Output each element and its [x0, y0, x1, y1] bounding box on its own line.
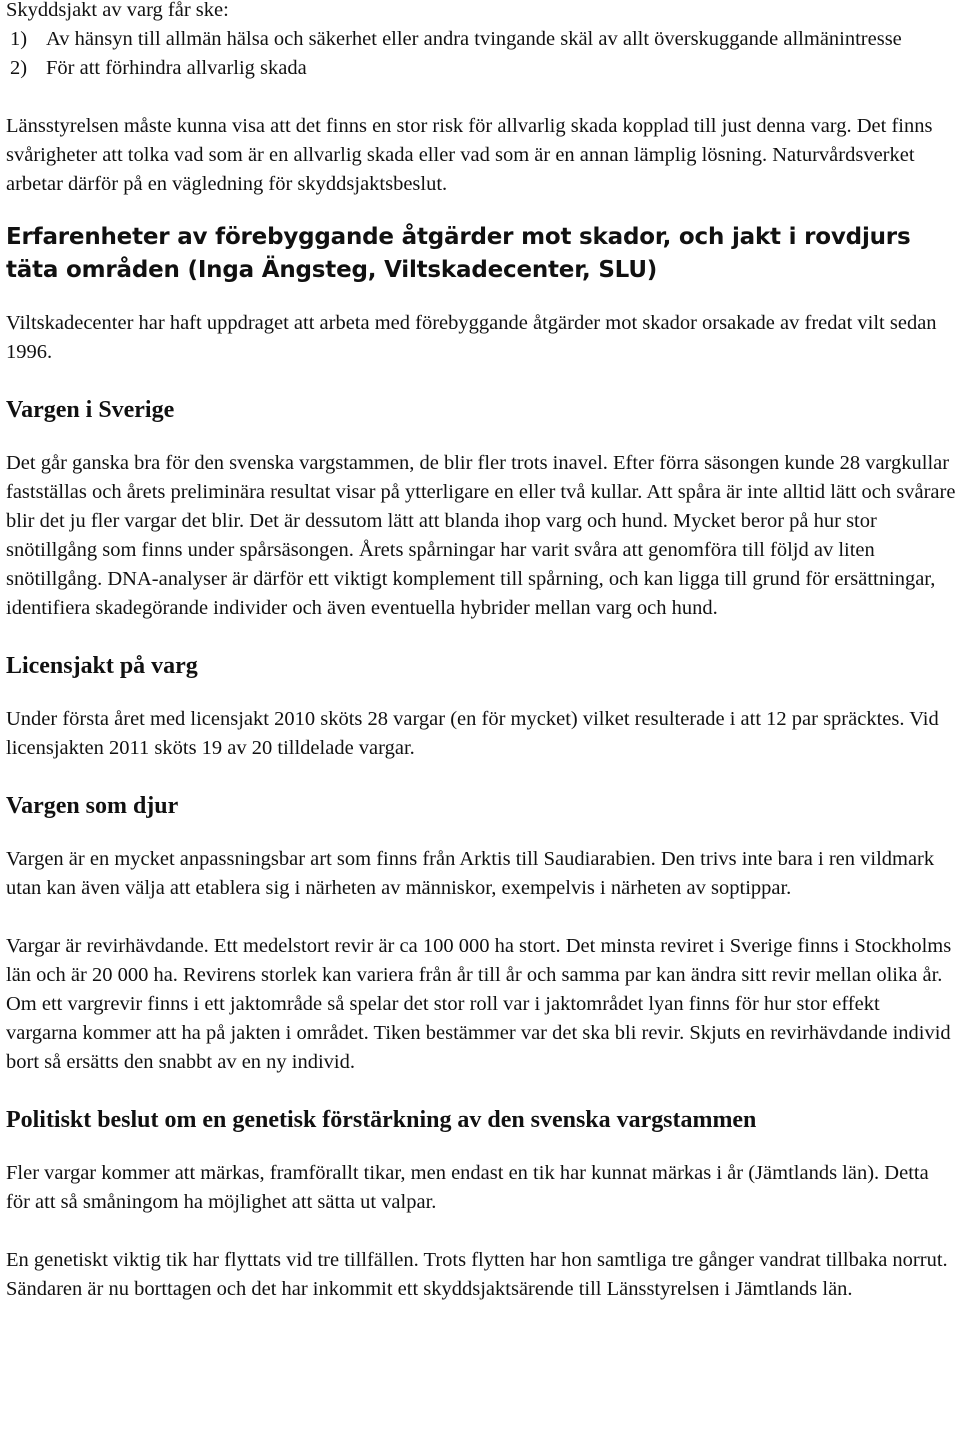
paragraph-politiskt-beslut-2: En genetiskt viktig tik har flyttats vid tre tillfällen. Trots flytten har hon samtliga tre gånger vandrat tillbaka norrut. Sändaren är nu borttagen och det har inkommit ett skyddsjaktsärende till Länsstyrelsen i Jämtlands län. — [6, 1248, 948, 1300]
subheading-vargen-som-djur: Vargen som djur — [6, 792, 179, 819]
section-heading: Erfarenheter av förebyggande åtgärder mot skador, och jakt i rovdjurs täta områden (Inga Ängsteg, Viltskadecenter, SLU) — [6, 224, 911, 283]
paragraph-licensjakt: Under första året med licensjakt 2010 sköts 28 vargar (en för mycket) vilket resulterade i att 12 par spräcktes. Vid licensjakten 2011 sköts 19 av 20 tilldelade vargar. — [6, 707, 939, 759]
paragraph-politiskt-beslut-1: Fler vargar kommer att märkas, framförallt tikar, men endast en tik har kunnat märkas i år (Jämtlands län). Detta för att så småningom ha möjlighet att sätta ut valpar. — [6, 1161, 929, 1213]
paragraph-vargen-som-djur-2: Vargar är revirhävdande. Ett medelstort revir är ca 100 000 ha stort. Det minsta reviret i Sverige finns i Stockholms län och är 20 000 ha. Revirens storlek kan variera från år till år och samma par kan ändra sitt revir mellan olika år. Om ett vargrevir finns i ett jaktområde så spelar det stor roll var i jaktområdet lyan finns för hur stor effekt vargarna kommer att ha på jakten i området. Tiken bestämmer var det ska bli revir. Skjuts en revirhävdande individ bort så ersätts den snabbt av en ny individ. — [6, 934, 952, 1073]
subheading-vargen-i-sverige: Vargen i Sverige — [6, 397, 175, 423]
paragraph-vargen-som-djur-1: Vargen är en mycket anpassningsbar art som finns från Arktis till Saudiarabien. Den trivs inte bara i ren vildmark utan kan även välja att etablera sig i närheten av människor, exempelvis i närheten av soptippar. — [6, 847, 935, 899]
list-item-number: 2) — [10, 57, 28, 79]
intro-list — [6, 25, 956, 83]
list-item-number: 1) — [10, 28, 28, 50]
list-item-text: För att förhindra allvarlig skada — [46, 57, 307, 79]
list-item-text: Av hänsyn till allmän hälsa och säkerhet eller andra tvingande skäl av allt överskuggande allmänintresse — [46, 28, 902, 50]
document-page — [6, 0, 956, 1304]
section-intro-paragraph: Viltskadecenter har haft uppdraget att arbeta med förebyggande åtgärder mot skador orsakade av fredat vilt sedan 1996. — [6, 312, 937, 363]
list-item — [6, 54, 956, 83]
subheading-licensjakt: Licensjakt på varg — [6, 652, 198, 679]
list-item — [6, 25, 956, 54]
intro-lead: Skyddsjakt av varg får ske: — [6, 0, 229, 21]
intro-paragraph: Länsstyrelsen måste kunna visa att det finns en stor risk för allvarlig skada kopplad till just denna varg. Det finns svårigheter att tolka vad som är en allvarlig skada eller vad som är en annan lämplig lösning. Naturvårdsverket arbetar därför på en vägledning för skyddsjaktsbeslut. — [6, 115, 933, 195]
paragraph-vargen-i-sverige: Det går ganska bra för den svenska vargstammen, de blir fler trots inavel. Efter förra säsongen kunde 28 vargkullar fastställas och årets preliminära resultat visar på ytterligare en eller två kullar. Att spåra är inte alltid lätt och svårare blir det ju fler vargar det blir. Det är dessutom lätt att blanda ihop varg och hund. Mycket beror på hur stor snötillgång som finns under spårsäsongen. Årets spårningar har varit svåra att genomföra till följd av liten snötillgång. DNA-analyser är därför ett viktigt komplement till spårning, och kan ligga till grund för ersättningar, identifiera skadegörande individer och även eventuella hybrider mellan varg och hund. — [6, 451, 956, 619]
subheading-politiskt-beslut: Politiskt beslut om en genetisk förstärkning av den svenska vargstammen — [6, 1106, 757, 1133]
